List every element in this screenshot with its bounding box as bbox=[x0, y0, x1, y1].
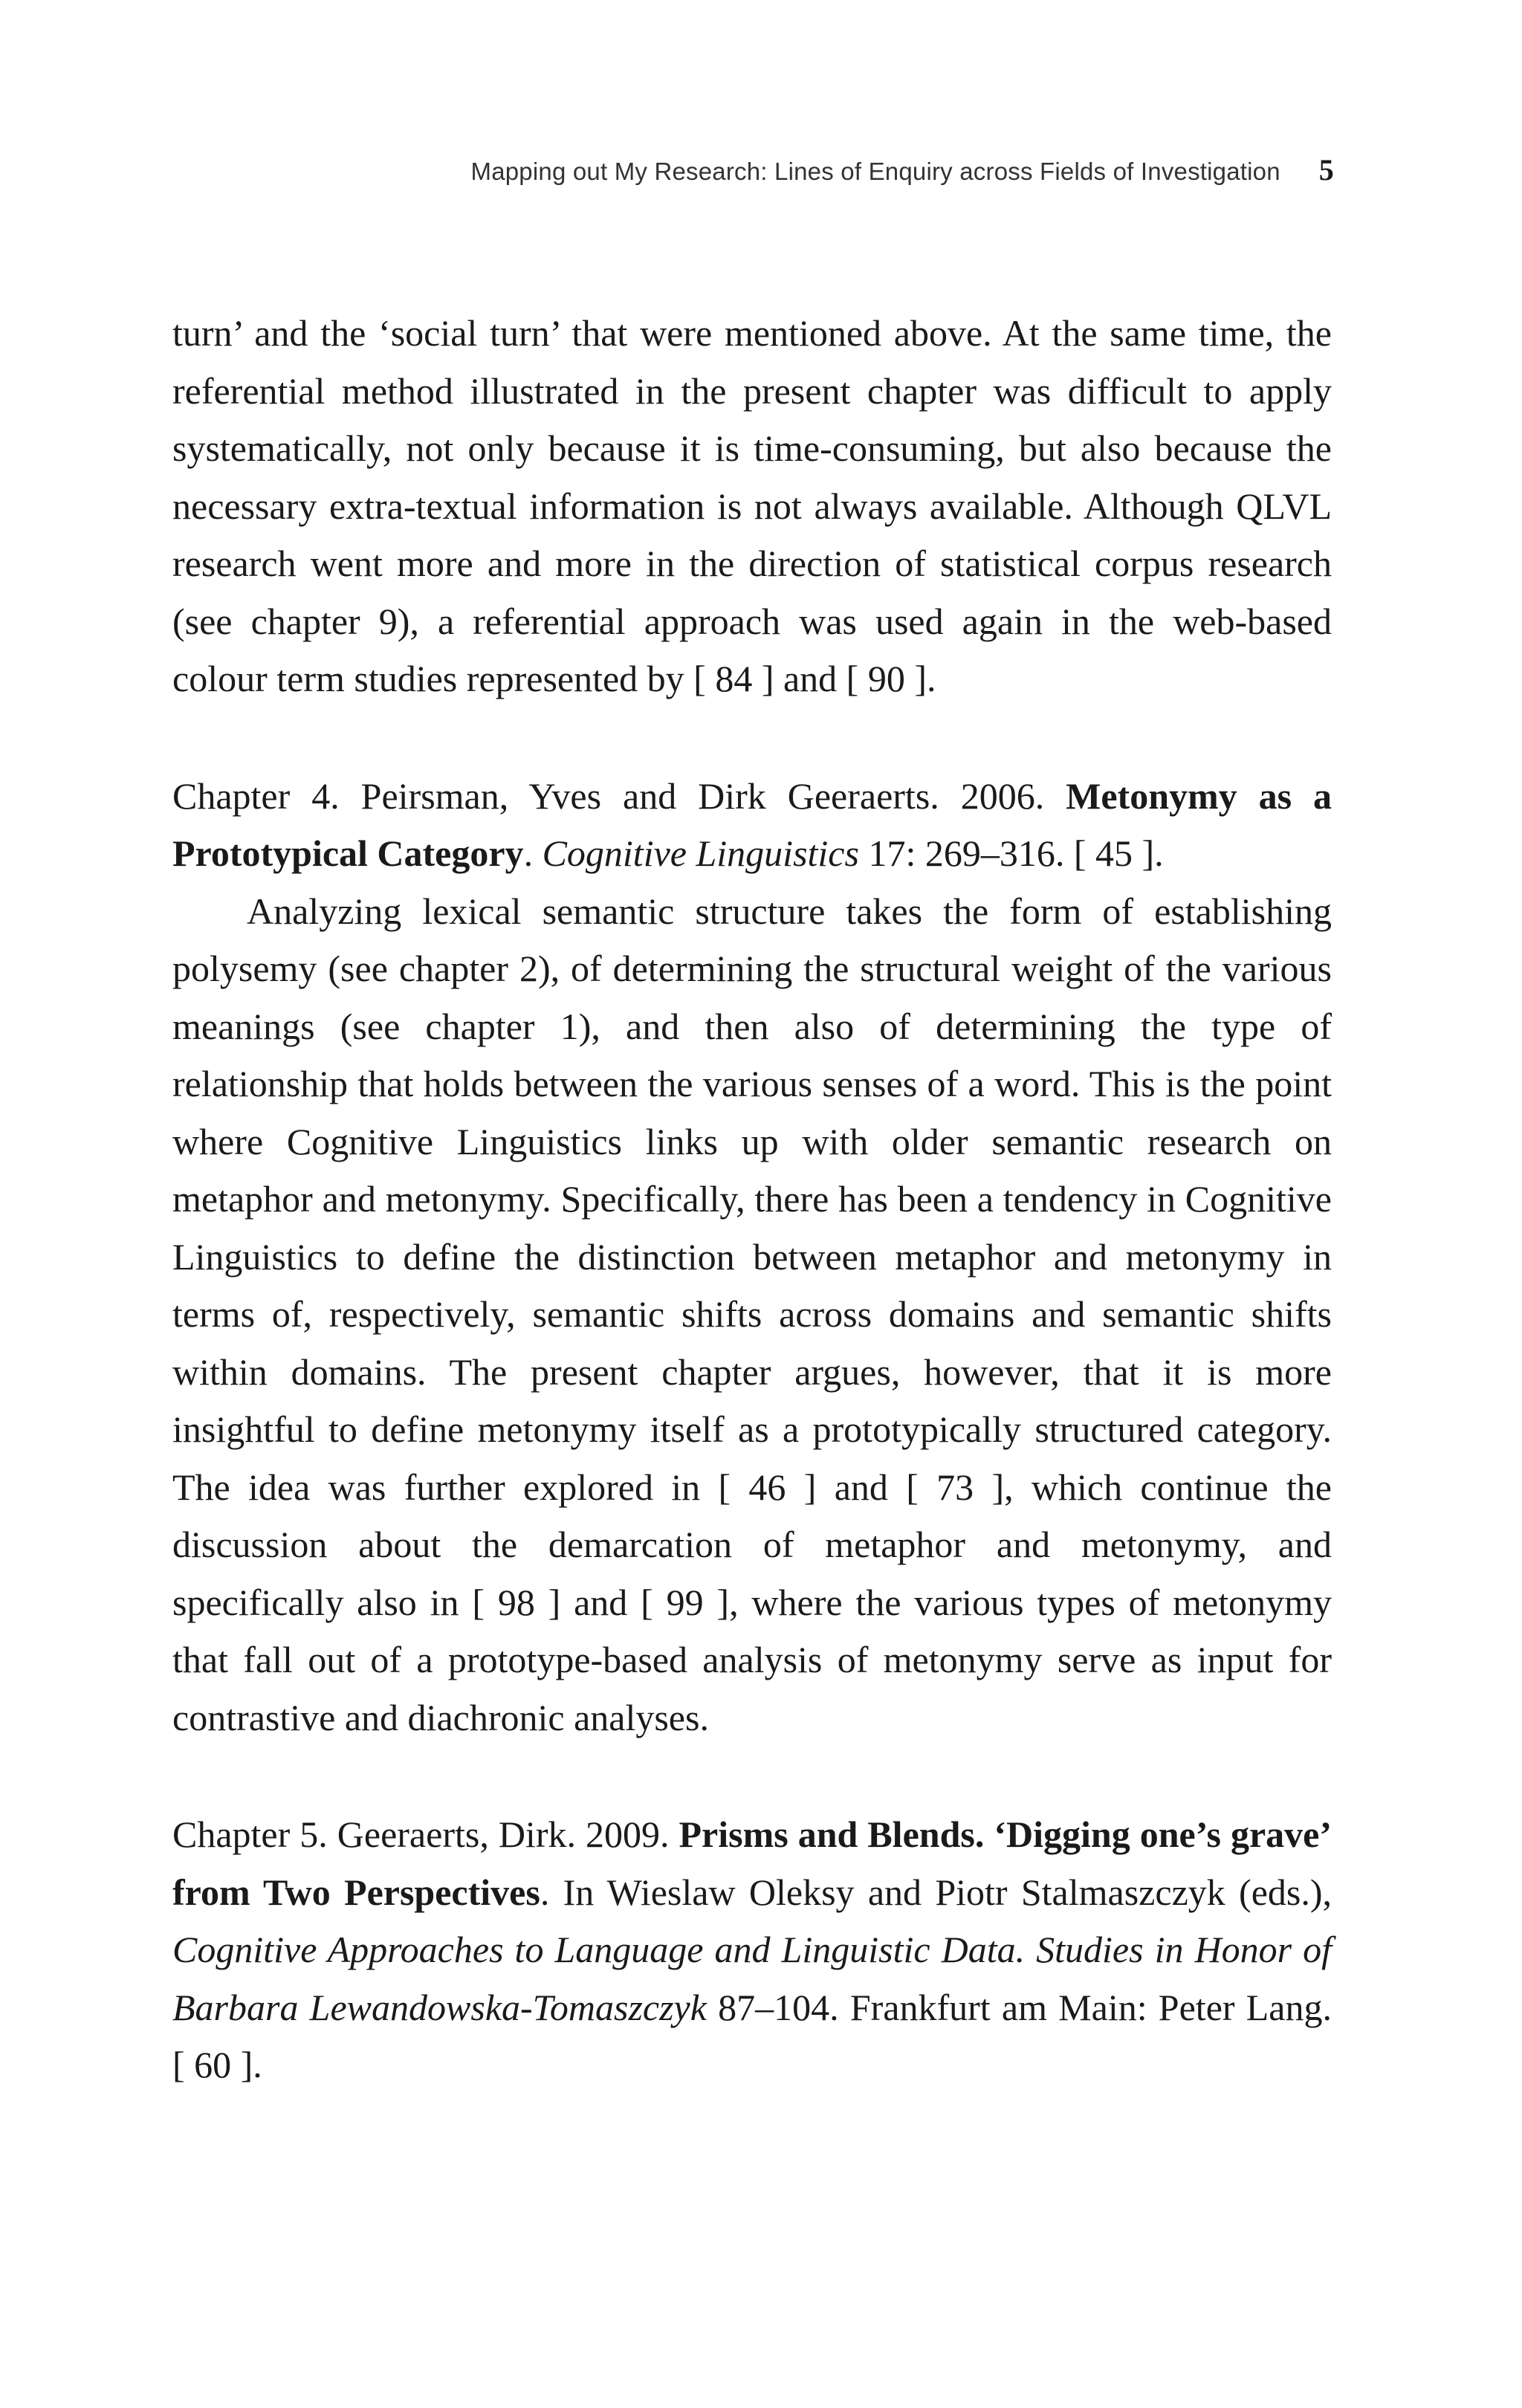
main-text bbox=[172, 305, 1332, 2094]
chapter5-reference bbox=[172, 1806, 1332, 2094]
page-number: 5 bbox=[1318, 153, 1334, 187]
chapter4-prefix: Chapter 4. Peirsman, Yves and Dirk Geeraerts. 2006. bbox=[172, 774, 1066, 817]
chapter4-journal: Cognitive Linguistics bbox=[542, 832, 859, 874]
chapter5-title: Prisms and Blends. ‘Digging one’s grave’ from Two Perspectives bbox=[172, 1813, 1332, 1913]
chapter4-separator: . bbox=[523, 832, 543, 874]
chapter5-book-title: Cognitive Approaches to Language and Linguistic Data. Studies in Honor of Barbara Lewandowska-Tomaszczyk bbox=[172, 1929, 1332, 2028]
chapter4-title: Metonymy as a Prototypical Category bbox=[172, 774, 1332, 874]
chapter5-editors: . In Wieslaw Oleksy and Piotr Stalmaszczyk (eds.), bbox=[540, 1871, 1332, 1913]
chapter5-citation-rest: 87–104. Frankfurt am Main: Peter Lang. [ 60 ]. bbox=[172, 1986, 1332, 2085]
chapter5-prefix: Chapter 5. Geeraerts, Dirk. 2009. bbox=[172, 1813, 679, 1855]
running-title: Mapping out My Research: Lines of Enquiry across Fields of Investigation bbox=[470, 158, 1280, 185]
paragraph-chapter3-continuation: turn’ and the ‘social turn’ that were mentioned above. At the same time, the referential method illustrated in the present chapter was difficult to apply systematically, not only because it is time-consuming, but also because the necessary extra-textual information is not always available. Although QLVL research went more and more in the direction of statistical corpus research (see chapter 9), a referential approach was used again in the web-based colour term studies represented by [ 84 ] and [ 90 ]. bbox=[172, 312, 1332, 699]
running-header bbox=[0, 152, 1334, 187]
chapter4-reference bbox=[172, 768, 1332, 883]
chapter4-body: Analyzing lexical semantic structure takes the form of establishing polysemy (see chapter 2), of determining the structural weight of the various meanings (see chapter 1), and then also of determining the type of relationship that holds between the various senses of a word. This is the point where Cognitive Linguistics links up with older semantic research on metaphor and metonymy. Specifically, there has been a tendency in Cognitive Linguistics to define the distinction between metaphor and metonymy in terms of, respectively, semantic shifts across domains and semantic shifts within domains. The present chapter argues, however, that it is more insightful to define metonymy itself as a prototypically structured category. The idea was further explored in [ 46 ] and [ 73 ], which continue the discussion about the demarcation of metaphor and metonymy, and specifically also in [ 98 ] and [ 99 ], where the various types of metonymy that fall out of a prototype-based analysis of metonymy serve as input for contrastive and diachronic analyses. bbox=[172, 890, 1332, 1738]
chapter4-citation-rest: 17: 269–316. [ 45 ]. bbox=[858, 832, 1164, 874]
